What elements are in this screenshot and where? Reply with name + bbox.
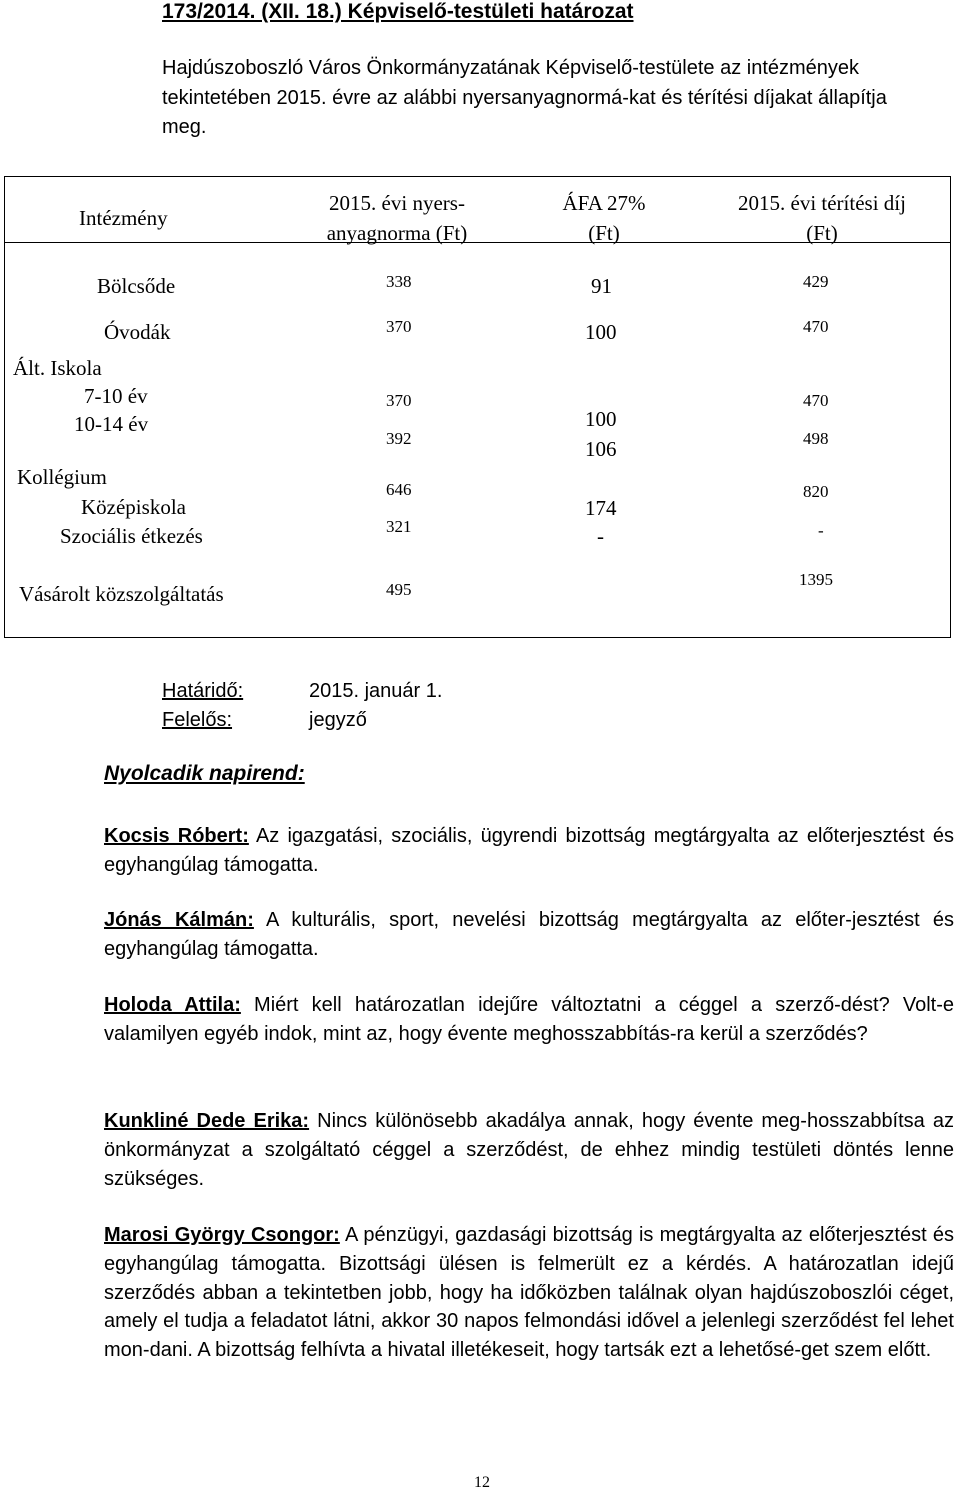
row-kozepiskola-fee: 820 [803,482,829,501]
statement-3-text: Miért kell határozatlan idejűre változtatni a céggel a szerző-dést? Volt-e valamilyen egyéb indok, mint az, hogy évente meghosszabbítás-ra kerül a szerződés? [104,994,954,1045]
statement-2-text: A kulturális, sport, nevelési bizottság megtárgyalta az előter-jesztést és egyhangúlag támogatta. [104,909,955,960]
header-vat [529,188,679,248]
statement-1-speaker: Kocsis Róbert: [104,825,249,847]
statement-2 [104,906,954,964]
row-bolcsode-fee: 429 [803,272,829,291]
row-alt-iskola-label: Ált. Iskola [13,356,102,380]
statement-5 [104,1221,954,1365]
responsible-label: Felelős: [162,709,233,731]
resolution-intro: Hajdúszoboszló Város Önkormányzatának Képviselő-testülete az intézmények tekintetében 2015. évre az alábbi nyersanyagnormá-kat és térítési díjakat állapítja meg. [162,57,887,138]
header-vat-line1: ÁFA 27% [562,191,646,215]
statement-4 [104,1107,954,1193]
header-fee-line1: 2015. évi térítési díj [738,191,906,215]
statement-3-speaker: Holoda Attila: [104,994,241,1016]
row-10-14-label: 10-14 év [74,412,149,436]
row-kollegium-label: Kollégium [17,465,107,489]
row-vasarolt-fee: 1395 [799,570,833,589]
norm-table [4,176,951,638]
resolution-heading: 173/2014. (XII. 18.) Képviselő-testületi határozat [162,0,634,23]
row-kozepiskola-vat: 174 [585,496,617,520]
row-ovodak-fee: 470 [803,317,829,336]
row-bolcsode-norm: 338 [386,272,412,291]
page-number: 12 [474,1474,490,1491]
row-7-10-fee: 470 [803,391,829,410]
header-fee-line2: (Ft) [806,221,838,245]
row-kozepiskola-label: Középiskola [81,495,186,519]
agenda-title: Nyolcadik napirend: [104,762,305,785]
header-norm-line1: 2015. évi nyers- [329,191,465,215]
row-bolcsode-label: Bölcsőde [97,274,176,298]
row-szocialis-norm: 321 [386,517,412,536]
row-ovodak-norm: 370 [386,317,412,336]
statement-5-text: A pénzügyi, gazdasági bizottság is megtárgyalta az előterjesztést és egyhangúlag támogatta. Bizottsági ülésen is felmerült ez a kérdés. A határozatlan idejű szerződés abban a tekintetben jobb, hogy ha időközben találnak olyan hajdúszoboszlói céget, amely el tudja a feladatot látni, akkor 30 napos felmondási idővel a jelenlegi szerződést fel lehet mon-dani. A bizottság felhívta a hivatal illetékeseit, hogy tartsák ezt a lehetősé-get szem előtt. [104,1224,954,1362]
deadline-label: Határidő: [162,680,244,702]
statement-5-speaker: Marosi György Csongor: [104,1224,340,1246]
statement-3 [104,991,954,1049]
row-ovodak-vat: 100 [585,320,617,344]
responsible-value: jegyző [309,709,367,731]
row-vasarolt-label: Vásárolt közszolgáltatás [19,582,224,606]
row-szocialis-label: Szociális étkezés [60,524,203,548]
header-norm-line2: anyagnorma (Ft) [326,221,468,245]
row-7-10-vat: 100 [585,407,617,431]
header-norm [297,188,497,248]
statement-1 [104,822,954,880]
row-bolcsode-vat: 91 [591,274,612,298]
row-7-10-norm: 370 [386,391,412,410]
row-10-14-vat: 106 [585,437,617,461]
row-szocialis-fee: - [818,521,824,540]
statement-4-speaker: Kunkliné Dede Erika: [104,1110,310,1132]
row-szocialis-vat: - [597,524,604,548]
row-10-14-norm: 392 [386,429,412,448]
header-fee [697,188,947,248]
statement-1-text: Az igazgatási, szociális, ügyrendi bizottság megtárgyalta az előterjesztést és egyhangúlag támogatta. [104,825,954,876]
statement-4-text: Nincs különösebb akadálya annak, hogy évente meg-hosszabbítsa az önkormányzat a szolgáltató céggel a szerződést, de ehhez mindig testületi döntés lenne szükséges. [104,1110,954,1190]
row-ovodak-label: Óvodák [104,320,171,344]
row-7-10-label: 7-10 év [84,384,148,408]
row-vasarolt-norm: 495 [386,580,412,599]
header-institution: Intézmény [79,206,168,230]
header-vat-line2: (Ft) [588,221,620,245]
row-kozepiskola-norm: 646 [386,480,412,499]
statement-2-speaker: Jónás Kálmán: [104,909,254,931]
row-10-14-fee: 498 [803,429,829,448]
deadline-value: 2015. január 1. [309,680,443,702]
